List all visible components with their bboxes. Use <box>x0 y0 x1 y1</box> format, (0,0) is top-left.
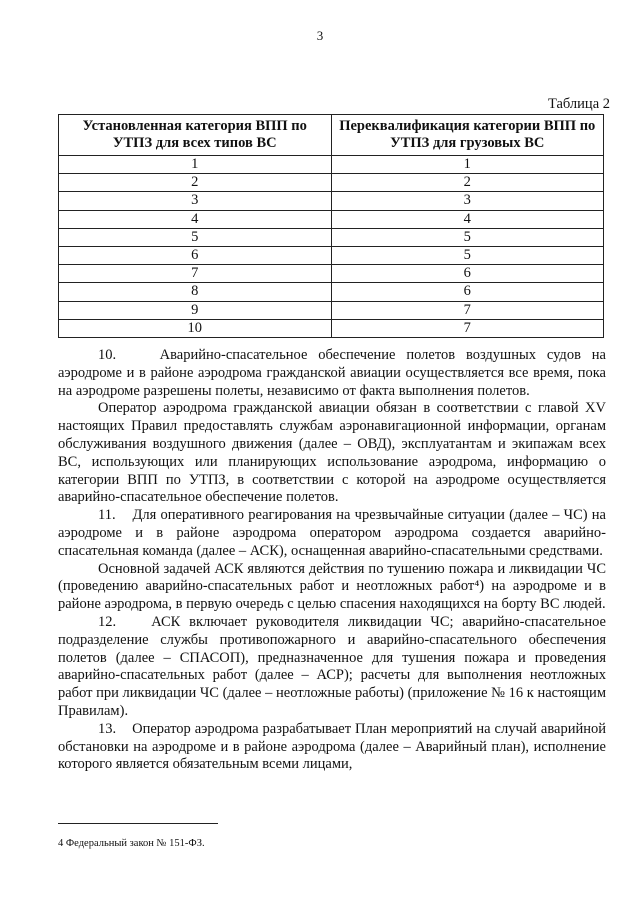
cell-requalified-category: 2 <box>331 174 604 192</box>
paragraph: 11. Для оперативного реагирования на чрезвычайные ситуации (далее – ЧС) на аэродроме и в районе аэродрома оператором аэродрома создается аварийно-спасательная команда (далее – АСК), оснащенная аварийно-спасательными средствами. <box>58 507 606 559</box>
paragraph: 12. АСК включает руководителя ликвидации ЧС; аварийно-спасательное подразделение службы противопожарного и аварийно-спасательного обеспечения полетов (далее – СПАСОП), предназначенное для тушения пожара и проведения аварийно-спасательных работ (далее – АСР); расчеты для выполнения неотложных работ при ликвидации ЧС (далее – неотложные работы) (приложение № 16 к настоящим Правилам). <box>58 613 606 719</box>
paragraph: Основной задачей АСК являются действия по тушению пожара и ликвидации ЧС (проведению аварийно-спасательных работ и неотложных работ⁴) на аэродроме и в районе аэродрома, в первую очередь с целью спасения находящихся на борту ВС людей. <box>58 560 606 613</box>
header-established-category: Установленная категория ВПП по УТПЗ для всех типов ВС <box>59 115 332 156</box>
cell-requalified-category: 6 <box>331 265 604 283</box>
cell-requalified-category: 5 <box>331 246 604 264</box>
cell-established-category: 7 <box>59 265 332 283</box>
paragraph: 13. Оператор аэродрома разрабатывает План мероприятий на случай аварийной обстановки на аэродроме и в районе аэродрома (далее – Аварийный план), исполнение которого является обязательным всеми лицами, <box>58 720 606 773</box>
cell-requalified-category: 6 <box>331 283 604 301</box>
cell-established-category: 2 <box>59 174 332 192</box>
table-row <box>59 265 604 283</box>
table-row <box>59 283 604 301</box>
paragraph: 10. Аварийно-спасательное обеспечение полетов воздушных судов на аэродроме и в районе аэродрома гражданской авиации осуществляется все время, пока на аэродроме разрешены полеты, независимо от факта выполнения полетов. <box>58 347 606 399</box>
cell-established-category: 10 <box>59 319 332 337</box>
cell-established-category: 4 <box>59 210 332 228</box>
body-text <box>58 347 606 774</box>
table-row <box>59 301 604 319</box>
table-header-row <box>59 115 604 156</box>
cell-established-category: 3 <box>59 192 332 210</box>
footnote-divider <box>58 823 218 824</box>
cell-established-category: 1 <box>59 156 332 174</box>
cell-requalified-category: 5 <box>331 228 604 246</box>
cell-requalified-category: 4 <box>331 210 604 228</box>
table-row <box>59 174 604 192</box>
page-number: 3 <box>316 28 324 43</box>
table-row <box>59 228 604 246</box>
cell-established-category: 8 <box>59 283 332 301</box>
cell-established-category: 5 <box>59 228 332 246</box>
category-table <box>58 114 604 338</box>
cell-requalified-category: 7 <box>331 319 604 337</box>
cell-established-category: 6 <box>59 246 332 264</box>
table-row <box>59 210 604 228</box>
cell-requalified-category: 7 <box>331 301 604 319</box>
header-requalified-category: Переквалификация категории ВПП по УТПЗ для грузовых ВС <box>331 115 604 156</box>
footnote: 4 Федеральный закон № 151-ФЗ. <box>58 838 205 849</box>
table-body <box>59 156 604 338</box>
table-row <box>59 156 604 174</box>
cell-requalified-category: 1 <box>331 156 604 174</box>
table-row <box>59 192 604 210</box>
table-row <box>59 246 604 264</box>
paragraph: Оператор аэродрома гражданской авиации обязан в соответствии с главой XV настоящих Правил предоставлять службам аэронавигационной информации, органам обслуживания воздушного движения (далее – ОВД), эксплуатантам и экипажам всех ВС, использующих или планирующих использование аэродрома, информацию о категории ВПП по УТПЗ, в соответствии с которой на аэродроме осуществляется аварийно-спасательное обеспечение полетов. <box>58 400 606 506</box>
table-caption: Таблица 2 <box>547 96 610 112</box>
cell-established-category: 9 <box>59 301 332 319</box>
cell-requalified-category: 3 <box>331 192 604 210</box>
table-row <box>59 319 604 337</box>
